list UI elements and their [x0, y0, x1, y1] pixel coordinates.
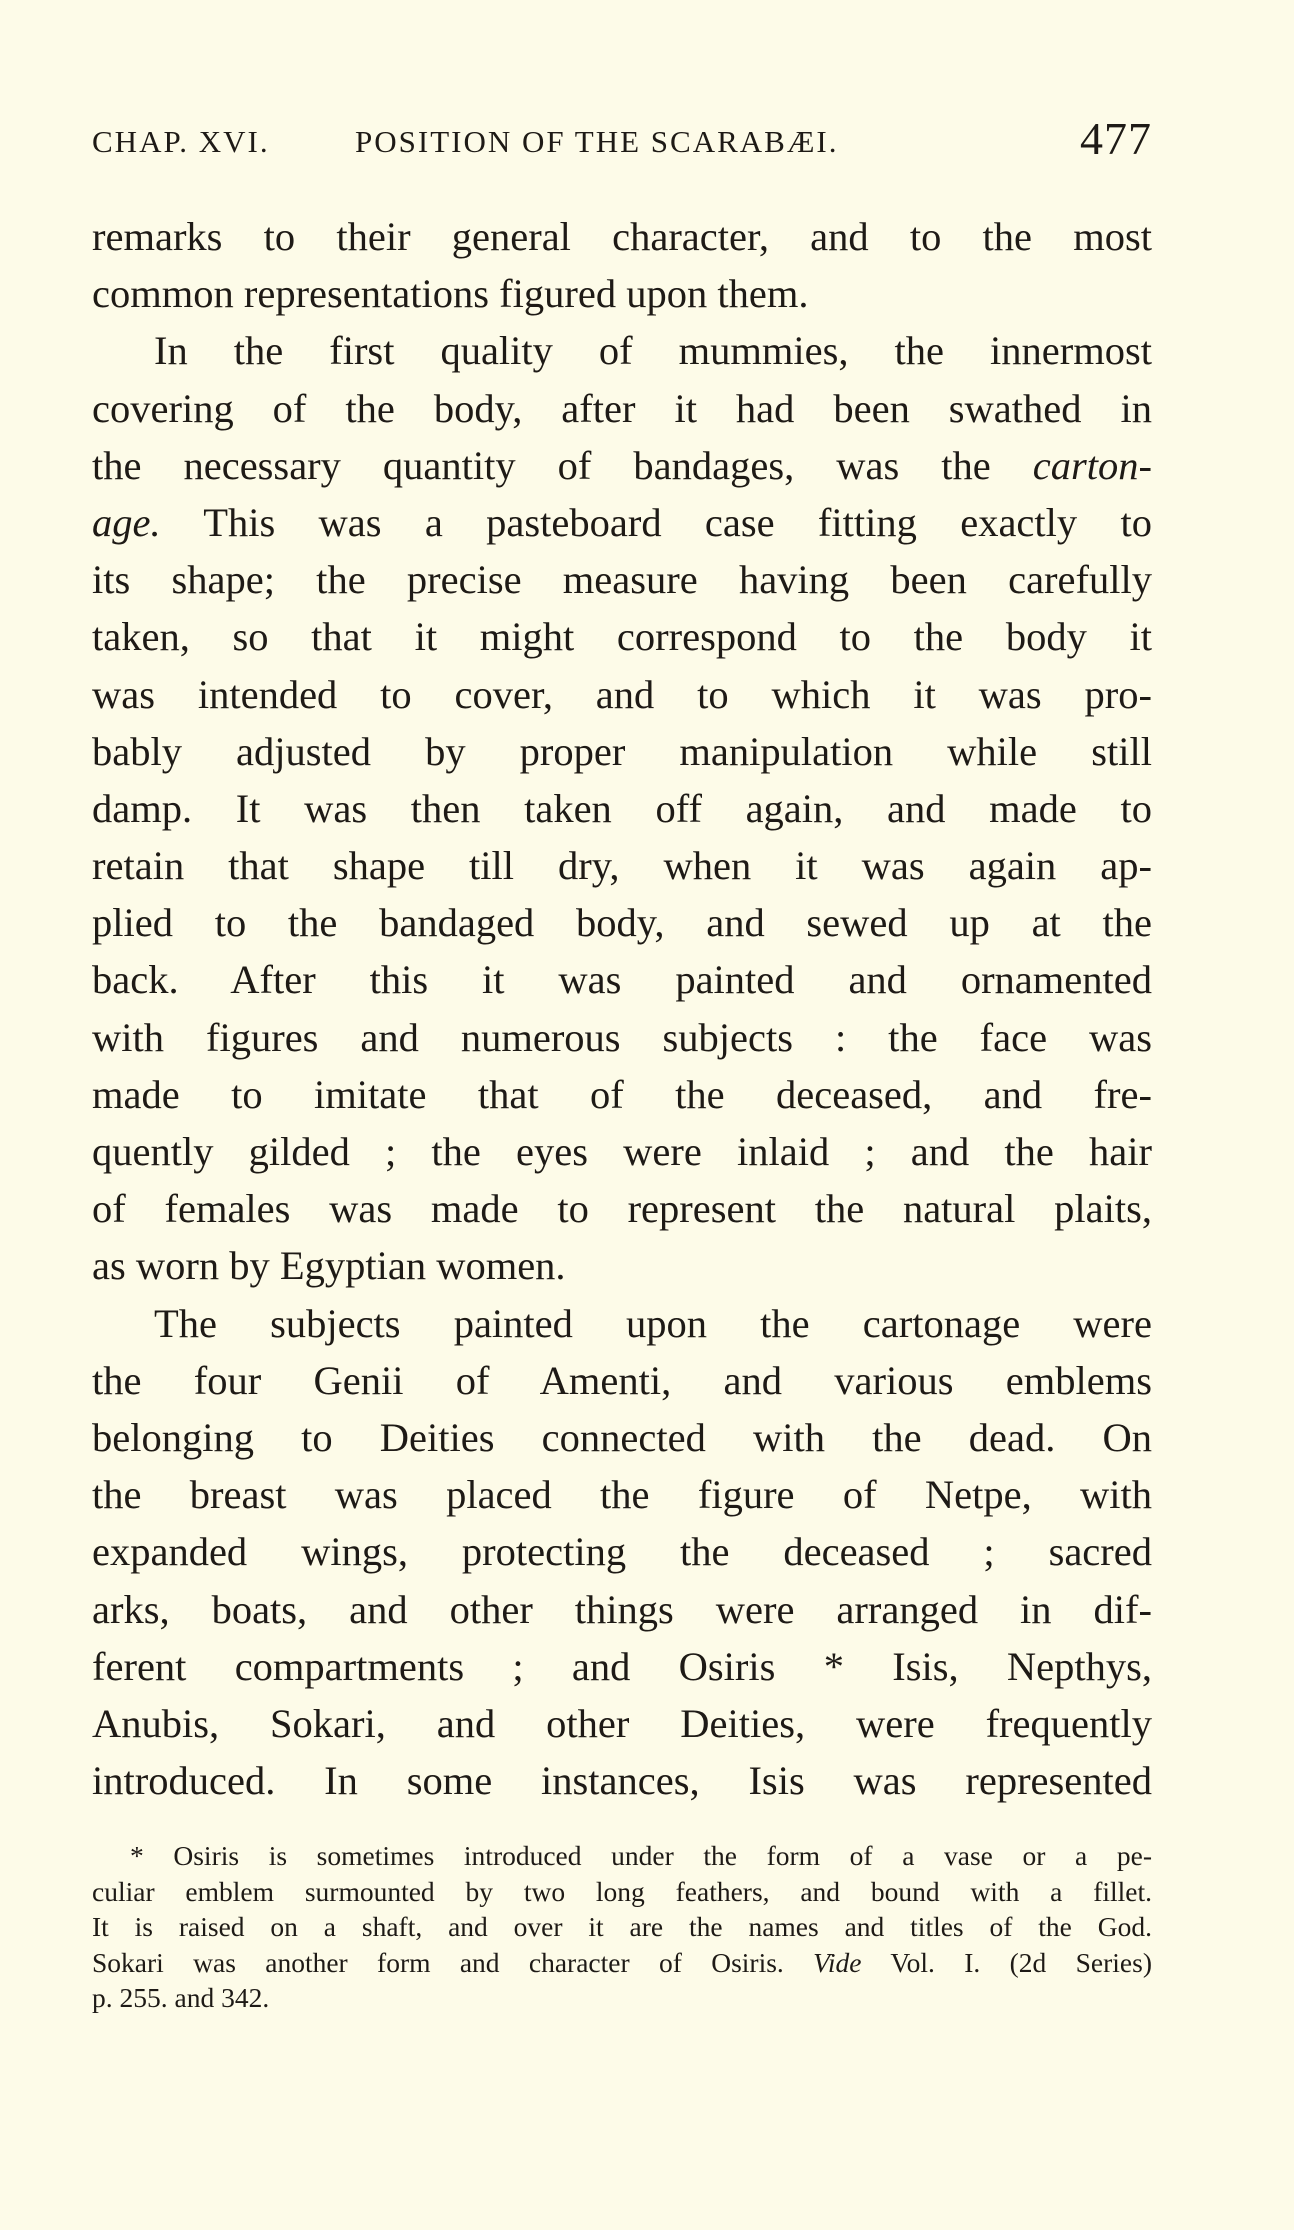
italic-term: carton-: [1032, 442, 1153, 488]
text-line: The subjects painted upon the cartonage were: [154, 1300, 1152, 1346]
text-line: introduced. In some instances, Isis was represented: [92, 1758, 1152, 1804]
text-line: ferent compartments ; and Osiris * Isis, Nepthys,: [92, 1643, 1152, 1689]
text-line: the four Genii of Amenti, and various emblems: [92, 1357, 1152, 1403]
footnote-line: [92, 1945, 1152, 1981]
text-segment: the necessary quantity of bandages, was the: [92, 442, 991, 488]
text-line: quently gilded ; the eyes were inlaid ; and the hair: [92, 1129, 1152, 1174]
text-line: remarks to their general character, and to the most: [92, 214, 1152, 259]
footnote-line: p. 255. and 342.: [92, 1982, 270, 2013]
page-number: 477: [1080, 113, 1152, 164]
text-segment: This was a pasteboard case fitting exactly to: [203, 499, 1152, 545]
body-text: [92, 208, 1152, 1809]
text-line: the breast was placed the figure of Netpe, with: [92, 1472, 1152, 1518]
text-line: expanded wings, protecting the deceased ; sacred: [92, 1529, 1152, 1575]
text-line: damp. It was then taken off again, and made to: [92, 785, 1152, 831]
text-segment: Vol. I. (2d Series): [890, 1946, 1152, 1978]
footnote-line: culiar emblem surmounted by two long feathers, and bound with a fillet.: [92, 1875, 1152, 1907]
text-line: with figures and numerous subjects : the face was: [92, 1014, 1152, 1060]
text-line: covering of the body, after it had been swathed in: [92, 385, 1152, 431]
text-line: taken, so that it might correspond to the body it: [92, 614, 1152, 660]
text-line: as worn by Egyptian women.: [92, 1243, 566, 1289]
text-line: of females was made to represent the natural plaits,: [92, 1186, 1152, 1232]
text-line: arks, boats, and other things were arranged in dif-: [92, 1586, 1152, 1632]
chapter-label: CHAP. XVI.: [92, 124, 270, 159]
text-line: common representations figured upon them.: [92, 271, 809, 317]
page-title: POSITION OF THE SCARABÆI.: [355, 124, 839, 159]
text-line: was intended to cover, and to which it was pro-: [92, 671, 1152, 717]
text-line: its shape; the precise measure having been carefully: [92, 557, 1152, 603]
text-line: back. After this it was painted and ornamented: [92, 957, 1152, 1003]
text-line: belonging to Deities connected with the dead. On: [92, 1414, 1152, 1460]
text-line: made to imitate that of the deceased, and fre-: [92, 1071, 1152, 1117]
text-line: [92, 494, 1152, 551]
italic-term: age.: [92, 499, 161, 545]
text-line: plied to the bandaged body, and sewed up at the: [92, 900, 1152, 946]
italic-term: Vide: [813, 1946, 862, 1978]
footnote: [92, 1838, 1152, 2016]
book-page: [92, 0, 1152, 2230]
text-line: [92, 437, 1152, 494]
running-head: [92, 112, 1152, 172]
footnote-line: * Osiris is sometimes introduced under the form of a vase or a pe-: [130, 1840, 1152, 1871]
footnote-line: It is raised on a shaft, and over it are the names and titles of the God.: [92, 1911, 1152, 1942]
text-segment: Sokari was another form and character of Osiris.: [92, 1946, 784, 1978]
text-line: retain that shape till dry, when it was again ap-: [92, 843, 1152, 889]
text-line: Anubis, Sokari, and other Deities, were frequently: [92, 1700, 1152, 1746]
text-line: bably adjusted by proper manipulation while still: [92, 728, 1152, 774]
text-line: In the first quality of mummies, the innermost: [154, 328, 1152, 374]
